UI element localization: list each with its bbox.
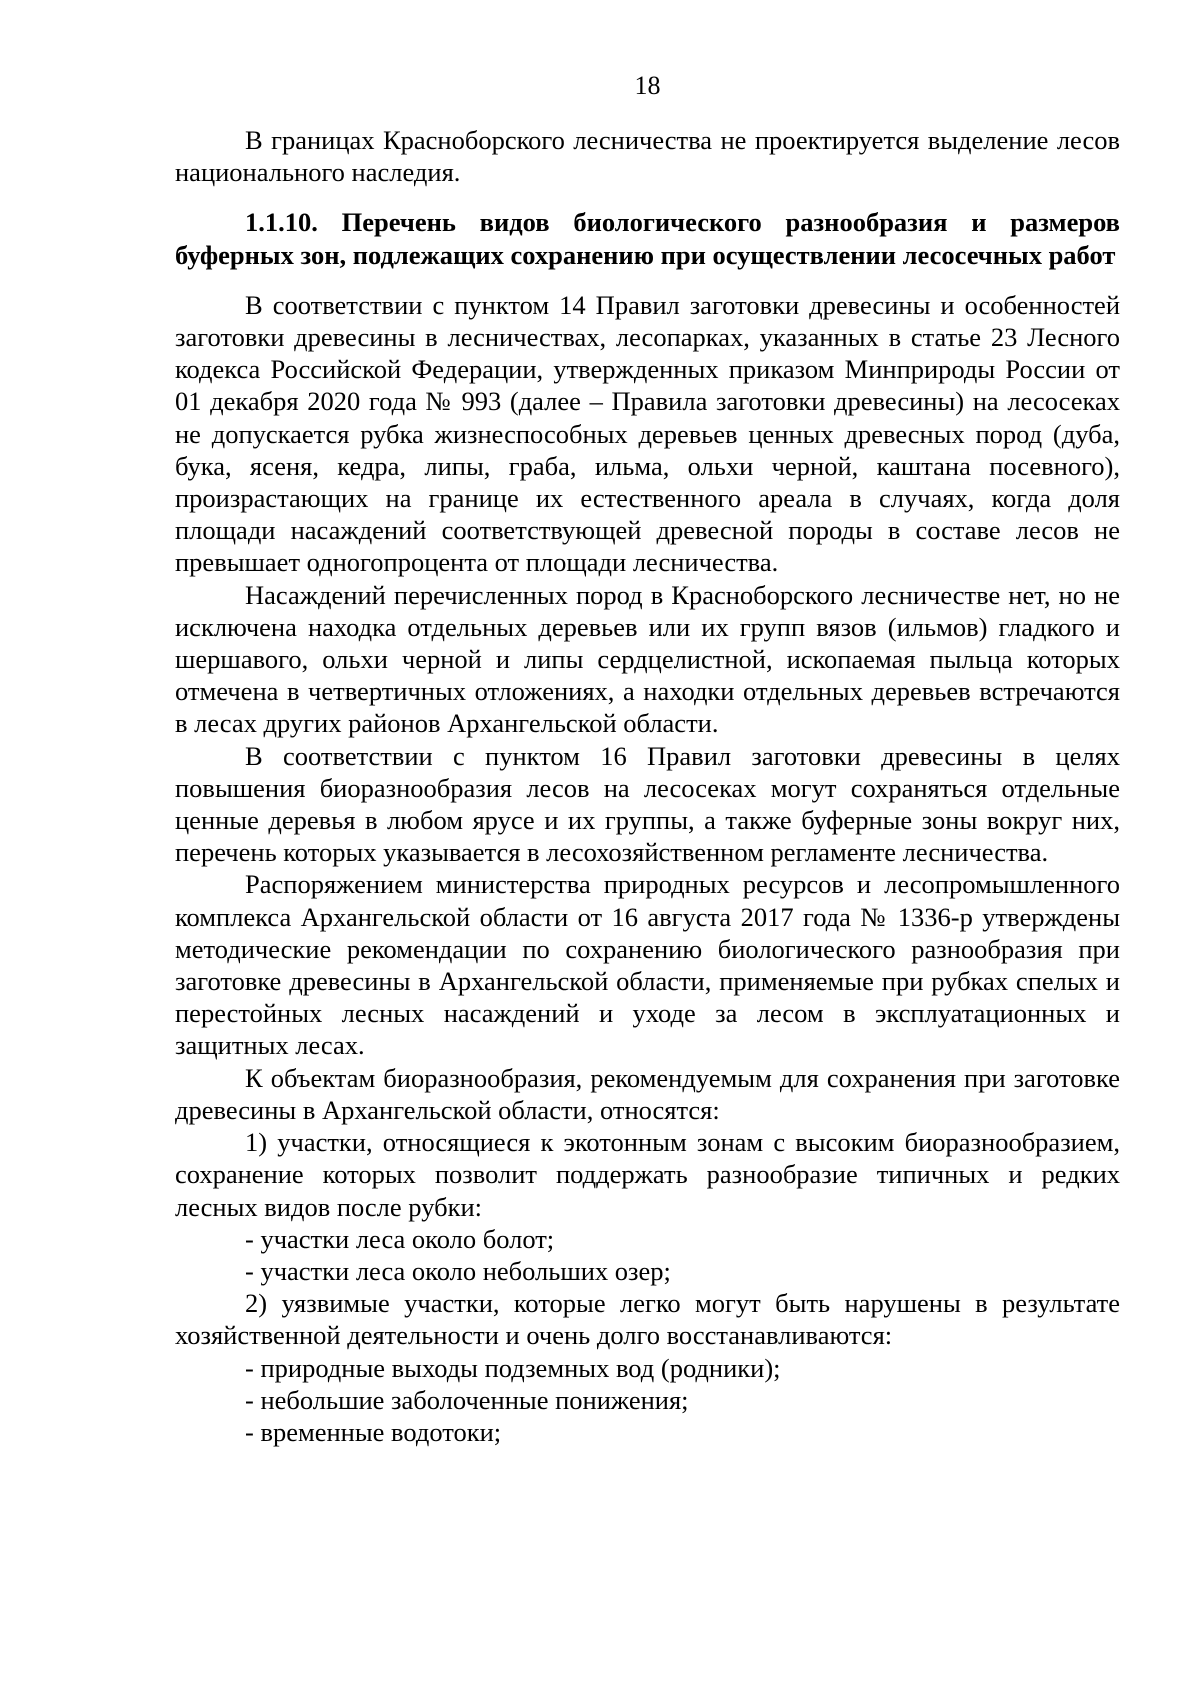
list-item-wetlands: - небольшие заболоченные понижения; [245, 1384, 689, 1415]
list-item-springs: - природные выходы подземных вод (родники); [245, 1352, 781, 1383]
list-item-watercourses: - временные водотоки; [245, 1416, 502, 1447]
paragraph-6: 1) участки, относящиеся к экотонным зонам с высоким биоразнообразием, сохранение которых позволит поддержать разнообразие типичных и редких лесных видов после рубки: [175, 1127, 1120, 1222]
list-item-bogs: - участки леса около болот; [245, 1223, 555, 1254]
paragraph-4: Распоряжением министерства природных ресурсов и лесопромышленного комплекса Архангельской области от 16 августа 2017 года № 1336-р утверждены методические рекомендации по сохранению биологического разнообразия при заготовке древесины в Архангельской области, применяемые при рубках спелых и перестойных лесных насаждений и уходе за лесом в эксплуатационных и защитных лесах. [175, 869, 1120, 1061]
paragraph-2: Насаждений перечисленных пород в Красноборского лесничестве нет, но не исключена находка отдельных деревьев или их групп вязов (ильмов) гладкого и шершавого, ольхи черной и липы сердцелистной, ископаемая пыльца которых отмечена в четвертичных отложениях, а находки отдельных деревьев встречаются в лесах других районов Архангельской области. [175, 579, 1120, 739]
paragraph-7: 2) уязвимые участки, которые легко могут быть нарушены в результате хозяйственной деятельности и очень долго восстанавливаются: [175, 1288, 1120, 1351]
intro-paragraph: В границах Красноборского лесничества не проектируется выделение лесов национального наследия. [175, 125, 1120, 188]
paragraph-1: В соответствии с пунктом 14 Правил заготовки древесины и особенностей заготовки древесины в лесничествах, лесопарках, указанных в статье 23 Лесного кодекса Российской Федерации, утвержденных приказом Минприроды России от 01 декабря 2020 года № 993 (далее – Правила заготовки древесины) на лесосеках не допускается рубка жизнеспособных деревьев ценных древесных пород (дуба, бука, ясеня, кедра, липы, граба, ильма, ольхи черной, каштана посевного), произрастающих на границе их естественного ареала в случаях, когда доля площади насаждений соответствующей древесной породы в составе лесов не превышает одногопроцента от площади лесничества. [175, 289, 1120, 578]
paragraph-3: В соответствии с пунктом 16 Правил заготовки древесины в целях повышения биоразнообразия лесов на лесосеках могут сохраняться отдельные ценные деревья в любом ярусе и их группы, а также буферные зоны вокруг них, перечень которых указывается в лесохозяйственном регламенте лесничества. [175, 740, 1120, 868]
document-page [175, 70, 1120, 1448]
paragraph-5: К объектам биоразнообразия, рекомендуемым для сохранения при заготовке древесины в Архангельской области, относятся: [175, 1062, 1120, 1125]
page-number: 18 [634, 71, 661, 100]
list-item-lakes: - участки леса около небольших озер; [245, 1255, 671, 1286]
section-heading: 1.1.10. Перечень видов биологического разнообразия и размеров буферных зон, подлежащих сохранению при осуществлении лесосечных работ [175, 207, 1120, 270]
